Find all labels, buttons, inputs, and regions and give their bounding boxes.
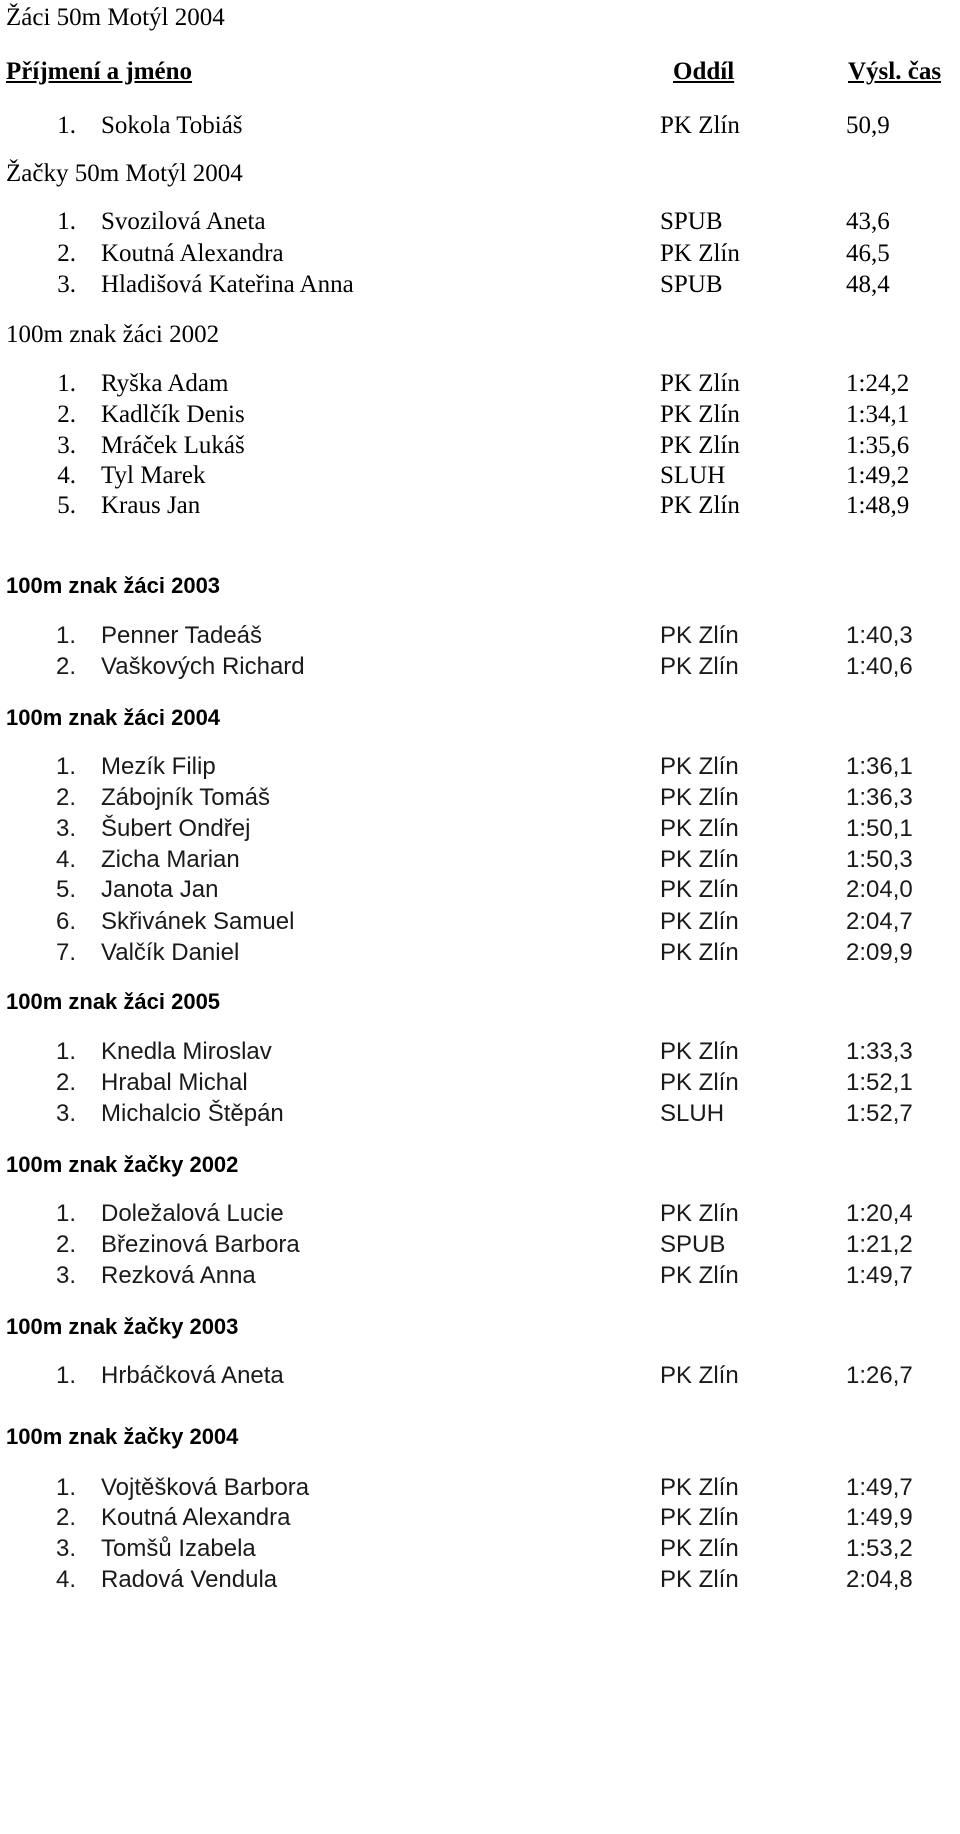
- result-time: 1:36,1: [846, 753, 913, 780]
- result-time: 48,4: [846, 271, 890, 298]
- section-title: [0, 700, 960, 736]
- section-title-text: 100m znak žačky 2002: [6, 1152, 239, 1177]
- result-rank: 3.: [55, 1535, 76, 1562]
- result-rank: 1.: [55, 753, 76, 780]
- result-club: PK Zlín: [660, 492, 740, 519]
- result-club: PK Zlín: [660, 1262, 739, 1289]
- result-rank: 2.: [55, 653, 76, 680]
- result-time: 1:53,2: [846, 1535, 913, 1562]
- result-club: PK Zlín: [660, 432, 740, 459]
- header-name: Příjmení a jméno: [6, 58, 193, 85]
- result-rank: 7.: [55, 939, 76, 966]
- result-club: PK Zlín: [660, 846, 739, 873]
- result-time: 1:50,1: [846, 815, 913, 842]
- result-time: 1:52,7: [846, 1100, 913, 1127]
- result-rank: 1.: [55, 1362, 76, 1389]
- result-time: 1:48,9: [846, 492, 910, 519]
- result-club: PK Zlín: [660, 1566, 739, 1593]
- result-rank: 3.: [57, 432, 76, 459]
- result-name: Penner Tadeáš: [101, 622, 263, 649]
- result-name: Zábojník Tomáš: [101, 784, 270, 811]
- result-time: 1:40,3: [846, 622, 913, 649]
- result-time: 1:52,1: [846, 1069, 913, 1096]
- result-rank: 5.: [55, 876, 76, 903]
- result-name: Vaškových Richard: [101, 653, 305, 680]
- header-time: Výsl. čas: [848, 58, 942, 85]
- result-name: Valčík Daniel: [101, 939, 240, 966]
- result-rank: 3.: [55, 815, 76, 842]
- result-club: PK Zlín: [660, 876, 739, 903]
- section-title-text: Žáci 50m Motýl 2004: [6, 4, 225, 31]
- result-name: Tomšů Izabela: [101, 1535, 256, 1562]
- result-rank: 4.: [55, 1566, 76, 1593]
- result-name: Radová Vendula: [101, 1566, 278, 1593]
- result-club: PK Zlín: [660, 784, 739, 811]
- result-rank: 4.: [57, 462, 76, 489]
- section-title: [0, 1309, 960, 1345]
- result-name: Kraus Jan: [101, 492, 201, 519]
- result-row: [0, 267, 960, 303]
- result-time: 2:04,8: [846, 1566, 913, 1593]
- result-rank: 3.: [55, 1262, 76, 1289]
- result-rank: 1.: [55, 622, 76, 649]
- section-title: [0, 1147, 960, 1183]
- result-club: PK Zlín: [660, 1504, 739, 1531]
- result-name: Koutná Alexandra: [101, 1504, 291, 1531]
- result-club: SPUB: [660, 271, 723, 298]
- section-title: [0, 156, 960, 192]
- result-rank: 1.: [55, 1474, 76, 1501]
- result-club: PK Zlín: [660, 240, 740, 267]
- result-name: Mráček Lukáš: [101, 432, 245, 459]
- result-name: Vojtěšková Barbora: [101, 1474, 310, 1501]
- result-row: [0, 488, 960, 524]
- result-club: PK Zlín: [660, 1474, 739, 1501]
- header-club: Oddíl: [673, 58, 735, 85]
- result-time: 1:26,7: [846, 1362, 913, 1389]
- result-club: SPUB: [660, 208, 723, 235]
- result-time: 2:04,0: [846, 876, 913, 903]
- result-rank: 2.: [55, 784, 76, 811]
- result-name: Zicha Marian: [101, 846, 240, 873]
- result-time: 1:49,7: [846, 1262, 913, 1289]
- result-rank: 1.: [55, 1038, 76, 1065]
- result-name: Svozilová Aneta: [101, 208, 266, 235]
- result-time: 2:09,9: [846, 939, 913, 966]
- result-name: Koutná Alexandra: [101, 240, 284, 267]
- result-rank: 2.: [57, 401, 76, 428]
- result-name: Janota Jan: [101, 876, 219, 903]
- column-header-row: [0, 54, 960, 90]
- result-club: PK Zlín: [660, 753, 739, 780]
- result-row: [0, 1562, 960, 1598]
- result-time: 1:50,3: [846, 846, 913, 873]
- result-time: 1:40,6: [846, 653, 913, 680]
- result-rank: 3.: [57, 271, 76, 298]
- result-time: 1:36,3: [846, 784, 913, 811]
- result-rank: 1.: [57, 112, 76, 139]
- section-title-text: 100m znak žáci 2002: [6, 321, 220, 348]
- result-time: 1:34,1: [846, 401, 910, 428]
- result-name: Hrbáčková Aneta: [101, 1362, 284, 1389]
- result-time: 1:35,6: [846, 432, 910, 459]
- result-name: Hrabal Michal: [101, 1069, 248, 1096]
- result-time: 1:49,9: [846, 1504, 913, 1531]
- result-name: Sokola Tobiáš: [101, 112, 243, 139]
- section-title-text: 100m znak žačky 2003: [6, 1314, 239, 1339]
- result-name: Knedla Miroslav: [101, 1038, 272, 1065]
- result-time: 50,9: [846, 112, 890, 139]
- result-time: 43,6: [846, 208, 890, 235]
- section-title: [0, 568, 960, 604]
- result-rank: 3.: [55, 1100, 76, 1127]
- result-club: PK Zlín: [660, 622, 739, 649]
- result-club: SPUB: [660, 1231, 726, 1258]
- section-title: [0, 1419, 960, 1455]
- result-club: PK Zlín: [660, 653, 739, 680]
- result-rank: 1.: [57, 208, 76, 235]
- result-time: 1:24,2: [846, 370, 910, 397]
- section-title-text: 100m znak žačky 2004: [6, 1424, 239, 1449]
- result-rank: 2.: [57, 240, 76, 267]
- result-club: PK Zlín: [660, 1038, 739, 1065]
- result-club: PK Zlín: [660, 939, 739, 966]
- result-club: PK Zlín: [660, 1069, 739, 1096]
- result-club: PK Zlín: [660, 1362, 739, 1389]
- result-club: SLUH: [660, 462, 726, 489]
- result-time: 1:21,2: [846, 1231, 913, 1258]
- result-time: 1:49,7: [846, 1474, 913, 1501]
- result-rank: 2.: [55, 1069, 76, 1096]
- result-row: [0, 108, 960, 144]
- result-rank: 5.: [57, 492, 76, 519]
- result-club: PK Zlín: [660, 908, 739, 935]
- section-title: [0, 0, 960, 36]
- result-name: Doležalová Lucie: [101, 1200, 284, 1227]
- result-name: Mezík Filip: [101, 753, 216, 780]
- section-title: [0, 317, 960, 353]
- result-rank: 6.: [55, 908, 76, 935]
- result-rank: 2.: [55, 1504, 76, 1531]
- result-row: [0, 649, 960, 685]
- result-name: Ryška Adam: [101, 370, 229, 397]
- result-name: Rezková Anna: [101, 1262, 256, 1289]
- result-club: PK Zlín: [660, 401, 740, 428]
- result-name: Šubert Ondřej: [101, 815, 251, 842]
- result-rank: 4.: [55, 846, 76, 873]
- result-rank: 1.: [55, 1200, 76, 1227]
- section-title-text: 100m znak žáci 2004: [6, 705, 221, 730]
- result-row: [0, 1358, 960, 1394]
- result-time: 1:33,3: [846, 1038, 913, 1065]
- result-row: [0, 935, 960, 971]
- result-row: [0, 204, 960, 240]
- section-title: [0, 984, 960, 1020]
- section-title-text: 100m znak žáci 2003: [6, 573, 221, 598]
- result-name: Březinová Barbora: [101, 1231, 300, 1258]
- result-club: PK Zlín: [660, 1200, 739, 1227]
- result-club: PK Zlín: [660, 112, 740, 139]
- section-title-text: Žačky 50m Motýl 2004: [6, 160, 243, 187]
- result-time: 2:04,7: [846, 908, 913, 935]
- section-title-text: 100m znak žáci 2005: [6, 989, 221, 1014]
- result-club: PK Zlín: [660, 1535, 739, 1562]
- result-name: Tyl Marek: [101, 462, 206, 489]
- result-name: Skřivánek Samuel: [101, 908, 295, 935]
- result-club: SLUH: [660, 1100, 725, 1127]
- result-rank: 1.: [57, 370, 76, 397]
- result-rank: 2.: [55, 1231, 76, 1258]
- result-time: 1:49,2: [846, 462, 910, 489]
- result-name: Hladišová Kateřina Anna: [101, 271, 354, 298]
- result-name: Kadlčík Denis: [101, 401, 245, 428]
- result-club: PK Zlín: [660, 370, 740, 397]
- result-time: 46,5: [846, 240, 890, 267]
- result-club: PK Zlín: [660, 815, 739, 842]
- result-row: [0, 1096, 960, 1132]
- result-row: [0, 872, 960, 908]
- result-row: [0, 1258, 960, 1294]
- result-time: 1:20,4: [846, 1200, 913, 1227]
- result-name: Michalcio Štěpán: [101, 1100, 284, 1127]
